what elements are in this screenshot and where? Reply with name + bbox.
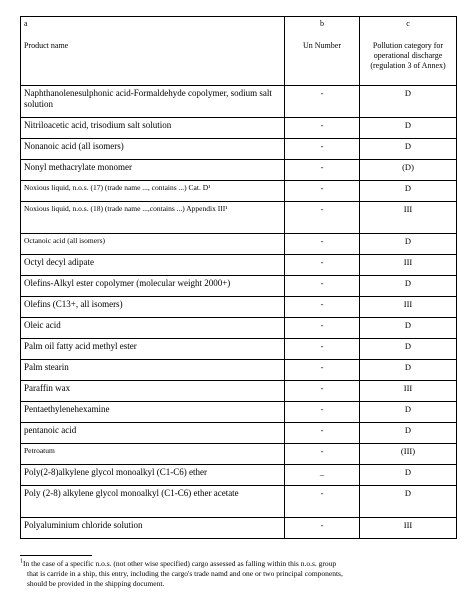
table-row — [21, 139, 457, 160]
pollution-category: (III) — [360, 444, 457, 465]
product-name: Palm stearin — [21, 360, 285, 381]
pollution-category: D — [360, 139, 457, 160]
product-name: Poly(2-8)alkylene glycol monoalkyl (C1-C6) ether — [21, 465, 285, 486]
product-name: Nonanoic acid (all isomers) — [21, 139, 285, 160]
pollution-category: III — [360, 518, 457, 539]
pollution-category: III — [360, 202, 457, 234]
table-row — [21, 360, 457, 381]
pollution-category: III — [360, 255, 457, 276]
pollution-category: D — [360, 318, 457, 339]
table-row — [21, 86, 457, 118]
product-name: Polyaluminium chloride solution — [21, 518, 285, 539]
table-row — [21, 339, 457, 360]
un-number: _ — [285, 465, 360, 486]
pollution-category: D — [360, 486, 457, 518]
pollution-category: (D) — [360, 160, 457, 181]
pollution-category: D — [360, 181, 457, 202]
un-number: - — [285, 255, 360, 276]
footnote-line-3: should be provided in the shipping document. — [27, 579, 165, 588]
product-name: Olefins (C13+, all isomers) — [21, 297, 285, 318]
un-number: - — [285, 118, 360, 139]
un-number: - — [285, 423, 360, 444]
pollution-category-table — [20, 16, 457, 539]
col-b-label: Un Number — [303, 41, 341, 50]
product-name: Poly (2-8) alkylene glycol monoalkyl (C1-C6) ether acetate — [21, 486, 285, 518]
pollution-category: D — [360, 118, 457, 139]
table-row — [21, 181, 457, 202]
product-name: Palm oil fatty acid methyl ester — [21, 339, 285, 360]
table-row — [21, 255, 457, 276]
table-row — [21, 423, 457, 444]
product-name: Octanoic acid (all isomers) — [21, 234, 285, 255]
table-row — [21, 402, 457, 423]
table-row — [21, 381, 457, 402]
table-row — [21, 444, 457, 465]
table-row — [21, 160, 457, 181]
col-b-letter: b — [320, 19, 324, 28]
table-row — [21, 234, 457, 255]
pollution-category: D — [360, 276, 457, 297]
table-row — [21, 118, 457, 139]
product-name: Petroatum — [21, 444, 285, 465]
un-number: - — [285, 139, 360, 160]
col-a-letter: a — [24, 19, 28, 28]
table-row — [21, 465, 457, 486]
col-c-label: Pollution category for operational discharge (regulation 3 of Annex) — [370, 41, 446, 70]
footnote-mark: 1 — [20, 558, 23, 565]
table-row — [21, 202, 457, 234]
un-number: - — [285, 318, 360, 339]
un-number: - — [285, 444, 360, 465]
un-number: - — [285, 234, 360, 255]
pollution-category: D — [360, 360, 457, 381]
col-a-label: Product name — [24, 41, 69, 50]
un-number: - — [285, 160, 360, 181]
table-row — [21, 518, 457, 539]
product-name: Olefins-Alkyl ester copolymer (molecular weight 2000+) — [21, 276, 285, 297]
pollution-category: D — [360, 423, 457, 444]
table-row — [21, 486, 457, 518]
pollution-category: III — [360, 297, 457, 318]
product-name: pentanoic acid — [21, 423, 285, 444]
product-name: Octyl decyl adipate — [21, 255, 285, 276]
product-name: Oleic acid — [21, 318, 285, 339]
pollution-category: D — [360, 86, 457, 118]
header-col-b — [285, 17, 360, 86]
un-number: - — [285, 486, 360, 518]
un-number: - — [285, 297, 360, 318]
un-number: - — [285, 402, 360, 423]
un-number: - — [285, 518, 360, 539]
footnote — [20, 559, 450, 589]
pollution-category: D — [360, 465, 457, 486]
un-number: - — [285, 202, 360, 234]
footnote-line-2: that is carride in a ship, this entry, including the cargo's trade namd and one or two principal components, — [27, 569, 343, 578]
col-c-letter: c — [406, 19, 410, 28]
table-row — [21, 276, 457, 297]
header-col-c — [360, 17, 457, 86]
pollution-category: D — [360, 402, 457, 423]
un-number: - — [285, 181, 360, 202]
pollution-category: D — [360, 234, 457, 255]
header-col-a — [21, 17, 285, 86]
un-number: - — [285, 339, 360, 360]
footnote-divider — [20, 555, 92, 556]
table-row — [21, 297, 457, 318]
pollution-category: D — [360, 339, 457, 360]
un-number: - — [285, 276, 360, 297]
un-number: - — [285, 86, 360, 118]
table-row — [21, 318, 457, 339]
product-name: Noxious liquid, n.o.s. (17) (trade name ..., contains ...) Cat. D¹ — [21, 181, 285, 202]
un-number: - — [285, 381, 360, 402]
table-header-row — [21, 17, 457, 86]
un-number: - — [285, 360, 360, 381]
product-name: Nitriloacetic acid, trisodium salt solution — [21, 118, 285, 139]
footnote-line-1: In the case of a specific n.o.s. (not other wise specified) cargo assessed as falling within this n.o.s. group — [23, 559, 337, 568]
product-name: Pentaethylenehexamine — [21, 402, 285, 423]
product-name: Paraffin wax — [21, 381, 285, 402]
pollution-category: III — [360, 381, 457, 402]
product-name: Noxious liquid, n.o.s. (18) (trade name ...,contains ...) Appendix III¹ — [21, 202, 285, 234]
product-name: Naphthanolenesulphonic acid-Formaldehyde copolymer, sodium salt solution — [21, 86, 285, 118]
product-name: Nonyl methacrylate monomer — [21, 160, 285, 181]
